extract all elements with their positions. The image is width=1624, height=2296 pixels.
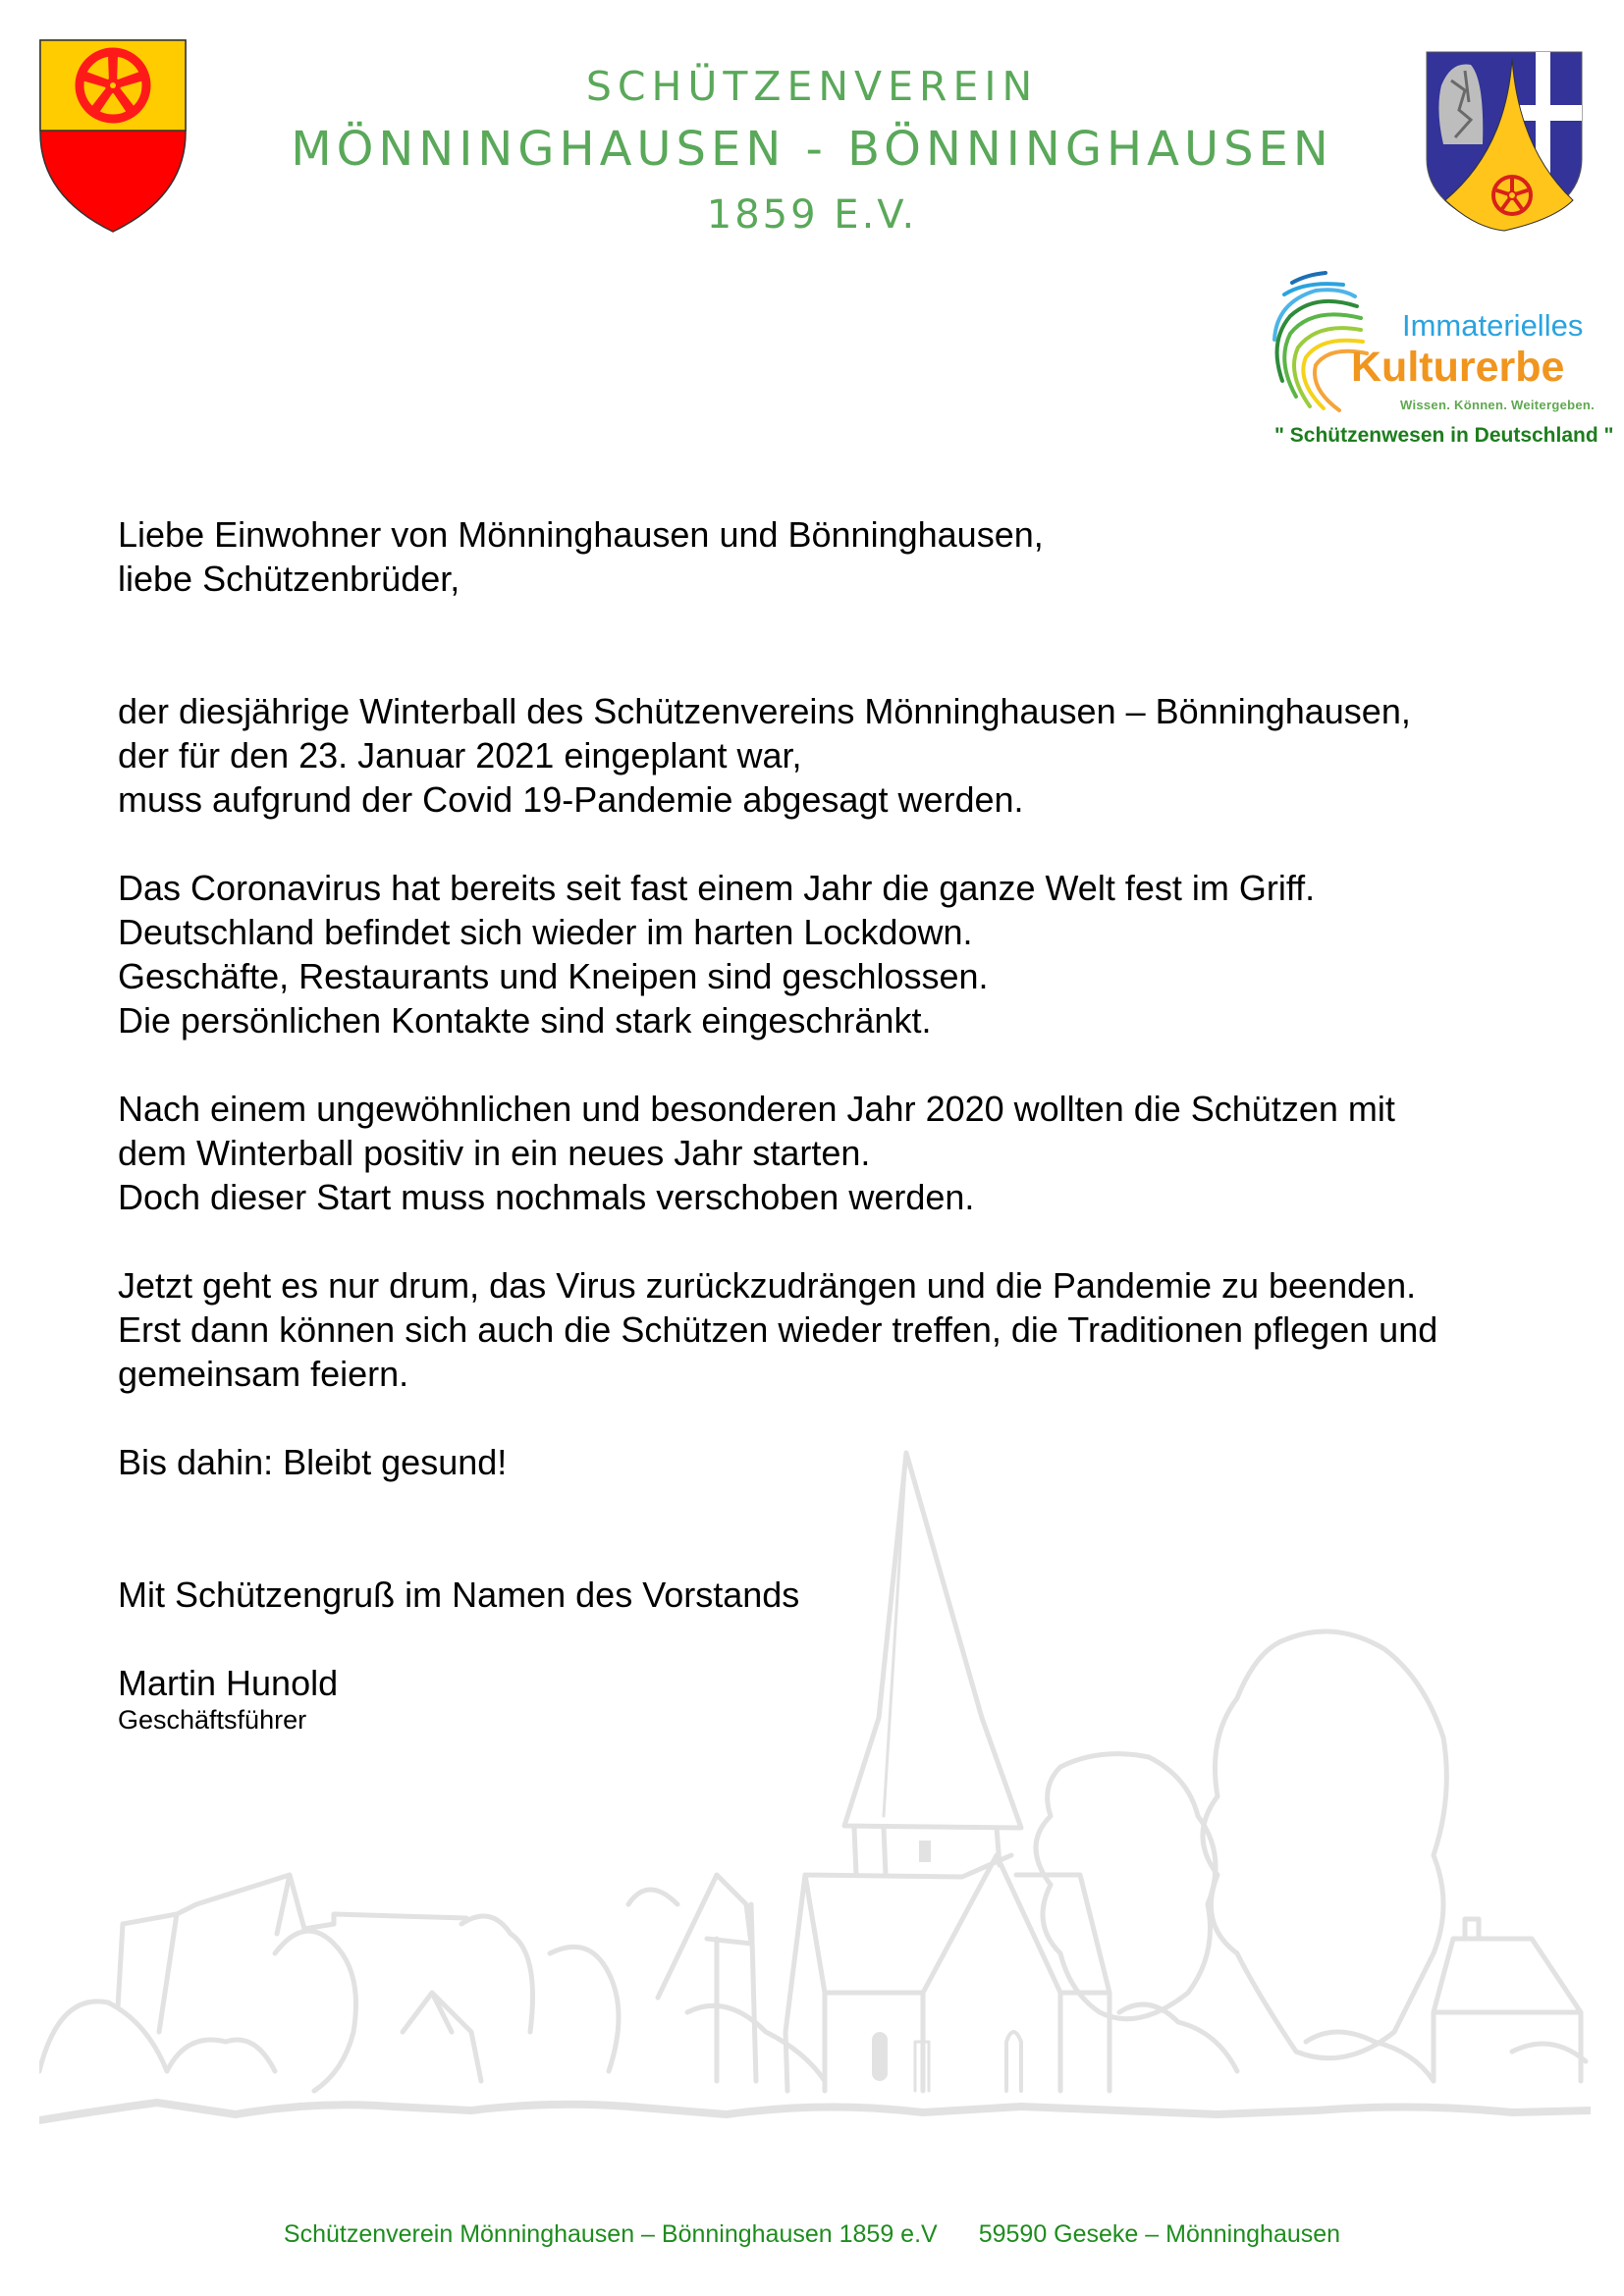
salutation-line: liebe Schützenbrüder,	[118, 559, 460, 599]
paragraph-line: Nach einem ungewöhnlichen und besonderen Jahr 2020 wollten die Schützen mit	[118, 1089, 1395, 1129]
paragraph-line: der diesjährige Winterball des Schützenvereins Mönninghausen – Bönninghausen,	[118, 691, 1411, 731]
paragraph-line: dem Winterball positiv in ein neues Jahr starten.	[118, 1133, 871, 1173]
signer-title: Geschäftsführer	[118, 1705, 307, 1735]
paragraph-line: Jetzt geht es nur drum, das Virus zurückzudrängen und die Pandemie zu beenden.	[118, 1265, 1417, 1306]
house-left	[118, 1875, 466, 2032]
paragraph-line: Deutschland befindet sich wieder im harten Lockdown.	[118, 912, 973, 952]
ground-line	[39, 2103, 1591, 2120]
tree	[1036, 1754, 1216, 2019]
paragraph-line: Bis dahin: Bleibt gesund!	[118, 1442, 508, 1482]
heritage-logo-line2: Kulturerbe	[1351, 344, 1565, 391]
closing-line: Mit Schützengruß im Namen des Vorstands	[118, 1575, 800, 1615]
house-right	[1434, 1919, 1581, 2081]
paragraph-line: Die persönlichen Kontakte sind stark eingeschränkt.	[118, 1000, 932, 1041]
paragraph-line: Geschäfte, Restaurants und Kneipen sind geschlossen.	[118, 956, 989, 996]
paragraph-line: der für den 23. Januar 2021 eingeplant war,	[118, 735, 802, 775]
paragraph-line: Das Coronavirus hat bereits seit fast einem Jahr die ganze Welt fest im Griff.	[118, 868, 1316, 908]
paragraph-line: gemeinsam feiern.	[118, 1354, 409, 1394]
club-title-line1: SCHÜTZENVEREIN	[585, 63, 1039, 110]
salutation-line: Liebe Einwohner von Mönninghausen und Bönninghausen,	[118, 514, 1044, 555]
paragraph-line: muss aufgrund der Covid 19-Pandemie abgesagt werden.	[118, 779, 1024, 820]
club-title-line3: 1859 E.V.	[706, 192, 918, 238]
signer-name: Martin Hunold	[118, 1663, 339, 1703]
heritage-logo-subtitle: " Schützenwesen in Deutschland "	[1274, 424, 1614, 447]
footer	[0, 2220, 1624, 2249]
footer-address: 59590 Geseke – Mönninghausen	[978, 2220, 1341, 2248]
heritage-logo	[1267, 263, 1614, 459]
heritage-logo-tagline: Wissen. Können. Weitergeben.	[1400, 398, 1596, 412]
paragraph-line: Erst dann können sich auch die Schützen wieder treffen, die Traditionen pflegen und	[118, 1309, 1438, 1350]
footer-club-name: Schützenverein Mönninghausen – Bönninghausen 1859 e.V	[283, 2220, 938, 2248]
boenninghausen-crest-icon	[1426, 51, 1583, 232]
rainbow-arcs-icon	[1267, 263, 1394, 420]
letter-body	[118, 512, 1551, 1736]
house-middle	[658, 1875, 756, 2081]
club-title-line2: MÖNNINGHAUSEN - BÖNNINGHAUSEN	[291, 122, 1333, 177]
paragraph-line: Doch dieser Start muss nochmals verschoben werden.	[118, 1177, 975, 1217]
heritage-logo-line1: Immaterielles	[1402, 308, 1584, 343]
